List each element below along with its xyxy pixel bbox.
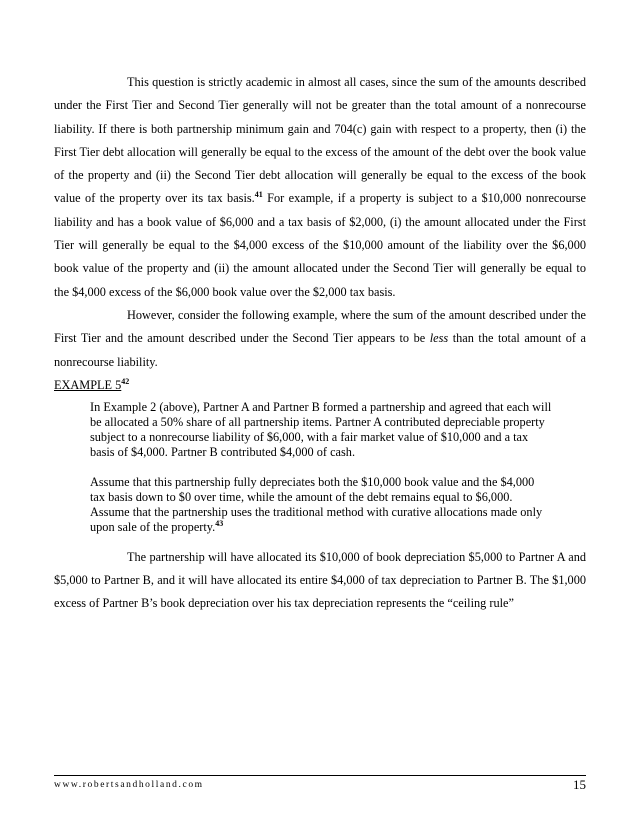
example-heading [54, 374, 586, 396]
paragraph-2-text-cont: than the total amount of a nonrecourse liability. [54, 331, 586, 369]
example-block [90, 400, 552, 535]
example-block-paragraph-2 [90, 475, 552, 535]
footnote-ref-42[interactable]: 42 [121, 376, 130, 386]
example-heading-label: EXAMPLE 5 [54, 377, 122, 392]
paragraph-1-text: This question is strictly academic in almost all cases, since the sum of the amounts described under the First Tier and Second Tier generally will not be greater than the total amount of a nonrecourse liability. If there is both partnership minimum gain and 704(c) gain with respect to a property, then (i) the First Tier debt allocation will generally be equal to the excess of the amount of the debt over the book value of the property and (ii) the Second Tier debt allocation will generally be equal to the excess of the book value of the property over its tax basis. [54, 75, 586, 206]
paragraph-1-text-cont: For example, if a property is subject to a $10,000 nonrecourse liability and has a book value of $6,000 and a tax basis of $2,000, (i) the amount allocated under the First Tier will generally be equal to the $4,000 excess of the $10,000 amount of the liability over the $6,000 book value of the property and (ii) the amount allocated under the Second Tier will generally be equal to the $4,000 excess of the $6,000 book value over the $2,000 tax basis. [54, 191, 586, 299]
page-number: 15 [573, 777, 586, 792]
example-block-paragraph-1: In Example 2 (above), Partner A and Partner B formed a partnership and agreed that each will be allocated a 50% share of all partnership items. Partner A contributed depreciable property subject to a nonrecourse liability of $6,000, with a fair market value of $10,000 and a tax basis of $4,000. Partner B contributed $4,000 of cash. [90, 399, 552, 459]
footer-divider [54, 775, 586, 776]
example-block-paragraph-2-text: Assume that this partnership fully depreciates both the $10,000 book value and the $4,000 tax basis down to $0 over time, while the amount of the debt remains equal to $6,000. Assume that the partnership uses the traditional method with curative allocations made only upon sale of the property. [90, 474, 543, 534]
footer-url[interactable]: www.robertsandholland.com [54, 780, 204, 790]
paragraph-2-text: However, consider the following example, where the sum of the amount described under the First Tier and the amount described under the Second Tier appears to be [54, 307, 586, 346]
paragraph-2-emphasis: less [429, 331, 449, 346]
footnote-ref-43[interactable]: 43 [215, 518, 224, 528]
paragraph-2 [54, 304, 586, 374]
body-text [54, 71, 586, 616]
paragraph-3: The partnership will have allocated its $10,000 of book depreciation $5,000 to Partner A and $5,000 to Partner B, and it will have allocated its entire $4,000 of tax depreciation to Partner B. The $1,000 excess of Partner B’s book depreciation over his tax depreciation represents the “ceiling rule” [54, 549, 586, 611]
paragraph-1 [54, 71, 586, 304]
footnote-ref-41[interactable]: 41 [254, 190, 263, 200]
